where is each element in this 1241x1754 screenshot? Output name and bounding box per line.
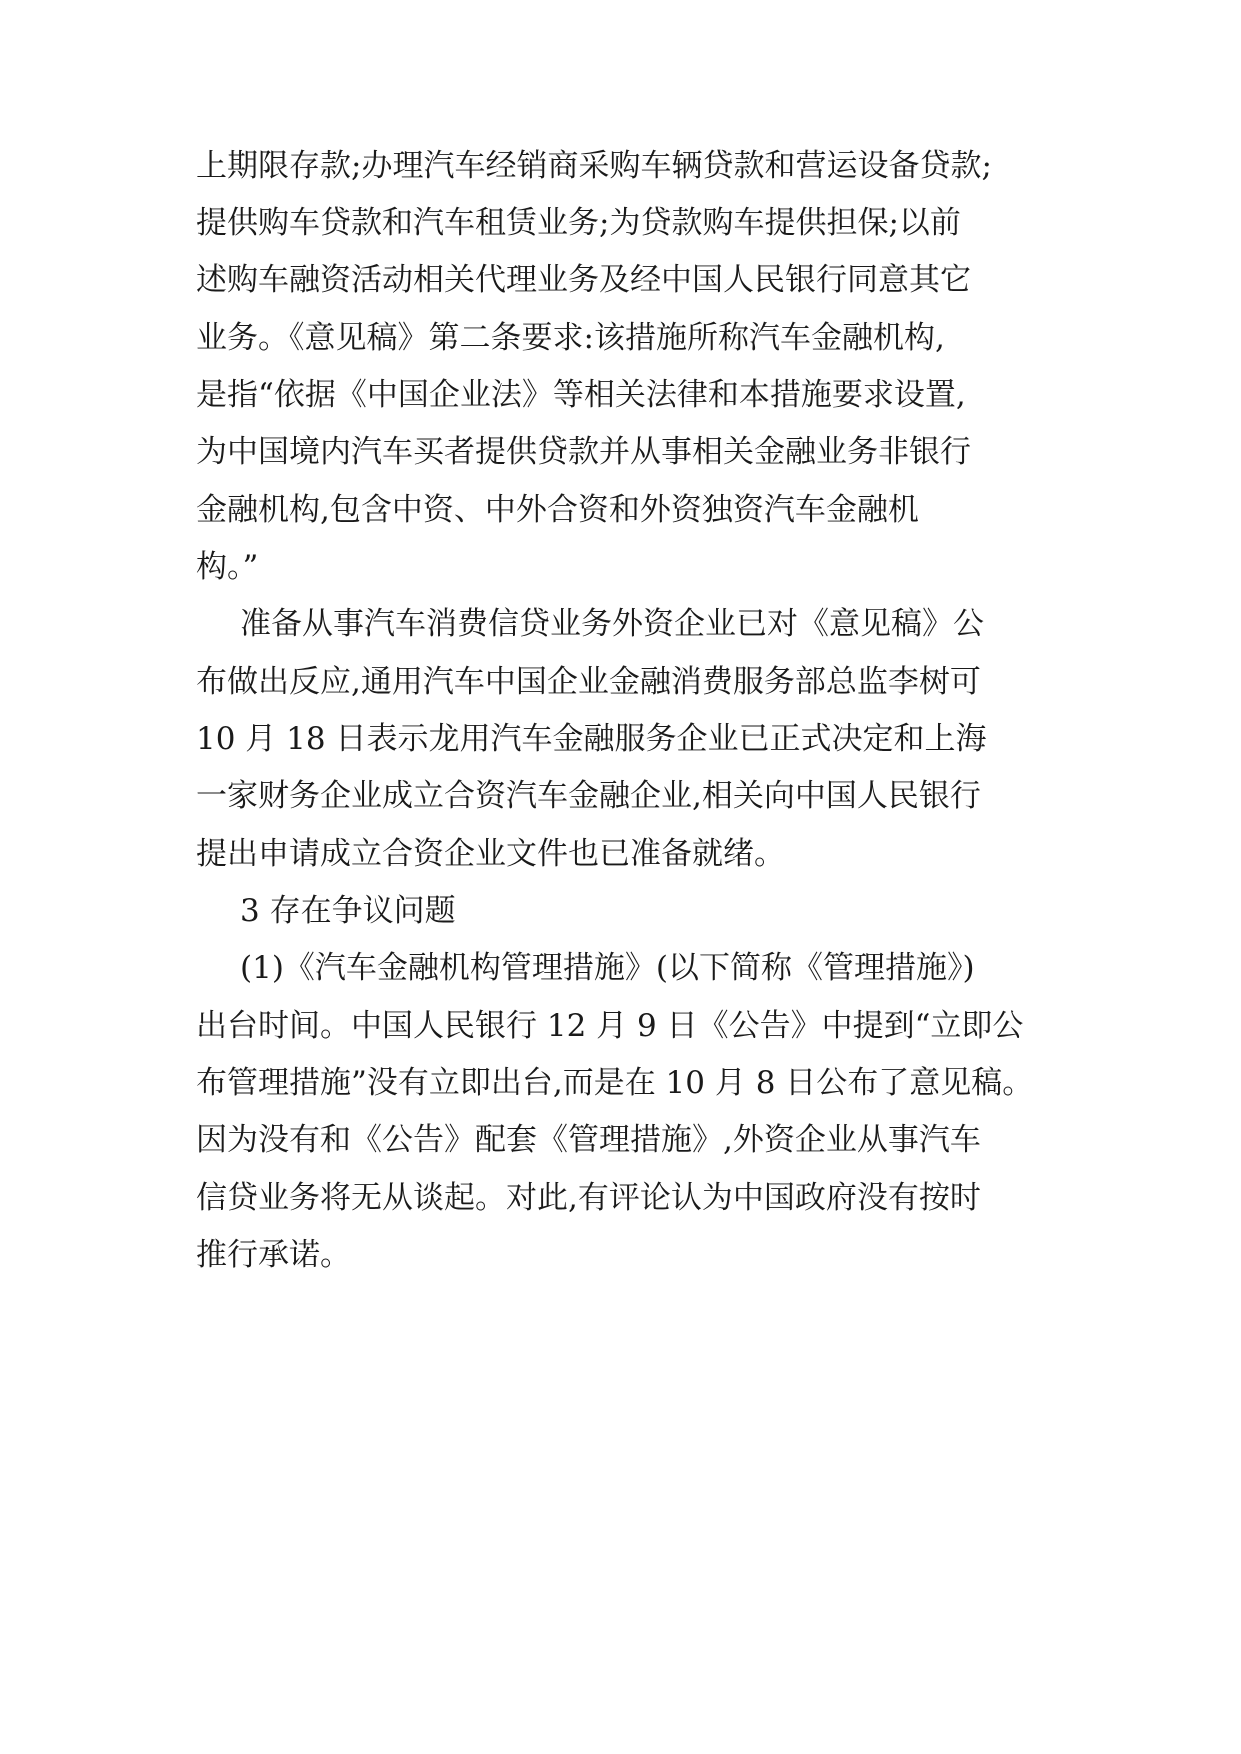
text-line: 提供购车贷款和汽车租赁业务;为贷款购车提供担保;以前 (196, 205, 961, 241)
text-line: 述购车融资活动相关代理业务及经中国人民银行同意其它 (196, 262, 971, 298)
text-line: 准备从事汽车消费信贷业务外资企业已对《意见稿》公 (240, 606, 984, 642)
text-line: 因为没有和《公告》配套《管理措施》,外资企业从事汽车 (196, 1122, 981, 1158)
text-line: 提出申请成立合资企业文件也已准备就绪。 (196, 836, 785, 872)
text-line: 布做出反应,通用汽车中国企业金融消费服务部总监李树可 (196, 664, 981, 700)
text-line: 信贷业务将无从谈起。对此,有评论认为中国政府没有按时 (196, 1180, 981, 1216)
text-line: 10 月 18 日表示龙用汽车金融服务企业已正式决定和上海 (196, 721, 987, 757)
text-line: 为中国境内汽车买者提供贷款并从事相关金融业务非银行 (196, 434, 971, 470)
text-line: 出台时间。中国人民银行 12 月 9 日《公告》中提到“立即公 (196, 1008, 1024, 1044)
text-line: (1)《汽车金融机构管理措施》(以下简称《管理措施》) (240, 950, 975, 986)
section-heading: 3 存在争议问题 (240, 893, 456, 929)
text-line: 推行承诺。 (196, 1237, 351, 1273)
text-line: 是指“依据《中国企业法》等相关法律和本措施要求设置, (196, 377, 966, 413)
text-line: 一家财务企业成立合资汽车金融企业,相关向中国人民银行 (196, 778, 981, 814)
text-line: 业务。《意见稿》第二条要求:该措施所称汽车金融机构, (196, 320, 945, 356)
text-line: 布管理措施”没有立即出台,而是在 10 月 8 日公布了意见稿。 (196, 1065, 1034, 1101)
text-line: 上期限存款;办理汽车经销商采购车辆贷款和营运设备贷款; (196, 148, 992, 184)
text-line: 构。” (196, 549, 259, 585)
text-line: 金融机构,包含中资、中外合资和外资独资汽车金融机 (196, 492, 919, 528)
